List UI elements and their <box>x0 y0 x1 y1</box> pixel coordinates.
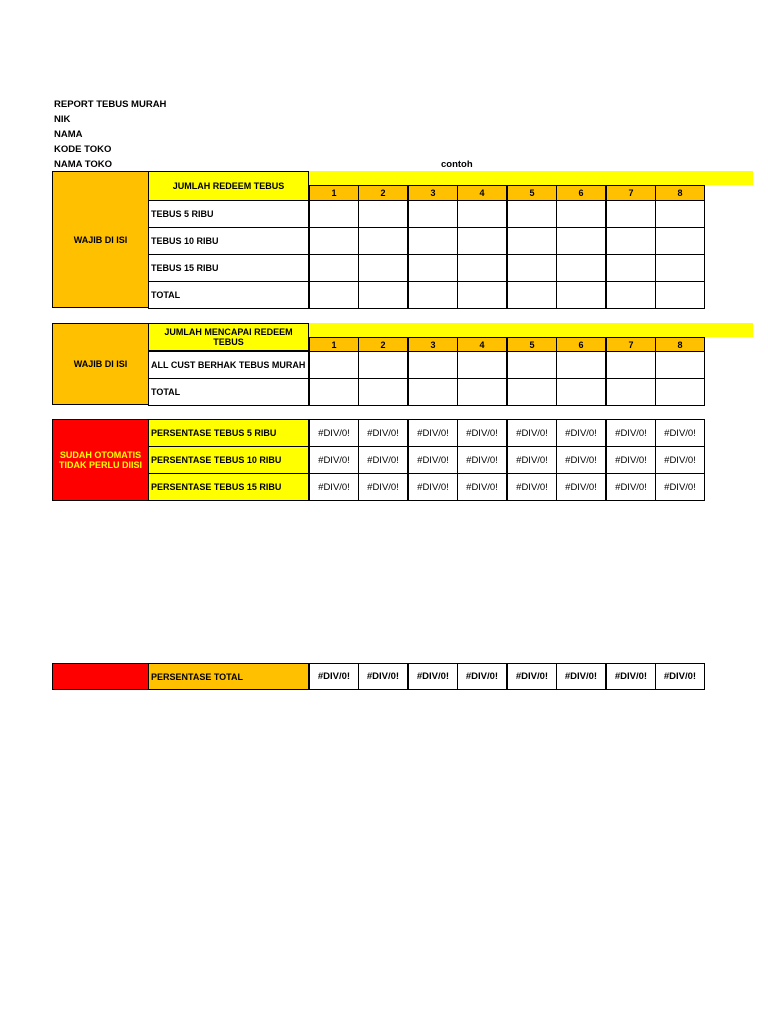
percentage-value: #DIV/0! <box>655 446 705 474</box>
percentage-value: #DIV/0! <box>457 446 507 474</box>
percentage-value: #DIV/0! <box>309 446 359 474</box>
input-cell[interactable] <box>408 281 458 309</box>
total-percentage-value: #DIV/0! <box>457 663 507 690</box>
percentage-row-label: PERSENTASE TEBUS 5 RIBU <box>148 419 309 447</box>
input-cell[interactable] <box>408 227 458 255</box>
total-percentage-value: #DIV/0! <box>309 663 359 690</box>
percentage-value: #DIV/0! <box>556 419 606 447</box>
percentage-value: #DIV/0! <box>606 473 656 501</box>
total-percentage-value: #DIV/0! <box>655 663 705 690</box>
percentage-value: #DIV/0! <box>556 446 606 474</box>
row-label: ALL CUST BERHAK TEBUS MURAH <box>148 351 309 379</box>
input-cell[interactable] <box>457 227 507 255</box>
percentage-value: #DIV/0! <box>309 473 359 501</box>
column-number-header: 7 <box>606 185 656 201</box>
total-percentage-value: #DIV/0! <box>507 663 557 690</box>
column-number-header: 5 <box>507 185 557 201</box>
yellow-strip <box>309 323 753 337</box>
percentage-value: #DIV/0! <box>408 446 458 474</box>
input-cell[interactable] <box>556 200 606 228</box>
percentage-value: #DIV/0! <box>358 473 408 501</box>
percentage-row-label: PERSENTASE TEBUS 15 RIBU <box>148 473 309 501</box>
column-number-header: 3 <box>408 337 458 352</box>
input-cell[interactable] <box>556 281 606 309</box>
input-cell[interactable] <box>556 227 606 255</box>
input-cell[interactable] <box>507 200 557 228</box>
input-cell[interactable] <box>606 351 656 379</box>
percentage-value: #DIV/0! <box>507 473 557 501</box>
input-cell[interactable] <box>655 378 705 406</box>
input-cell[interactable] <box>507 378 557 406</box>
input-cell[interactable] <box>655 254 705 282</box>
column-number-header: 6 <box>556 185 606 201</box>
yellow-strip <box>309 171 753 185</box>
input-cell[interactable] <box>507 281 557 309</box>
input-cell[interactable] <box>457 378 507 406</box>
percentage-value: #DIV/0! <box>606 419 656 447</box>
total-percentage-value: #DIV/0! <box>358 663 408 690</box>
column-number-header: 5 <box>507 337 557 352</box>
table4-label: PERSENTASE TOTAL <box>148 663 309 690</box>
input-cell[interactable] <box>507 254 557 282</box>
input-cell[interactable] <box>408 378 458 406</box>
input-cell[interactable] <box>408 254 458 282</box>
row-label: TOTAL <box>148 281 309 309</box>
input-cell[interactable] <box>358 281 408 309</box>
percentage-value: #DIV/0! <box>556 473 606 501</box>
percentage-value: #DIV/0! <box>507 419 557 447</box>
column-number-header: 8 <box>655 185 705 201</box>
table2-side-label: WAJIB DI ISI <box>52 323 149 405</box>
nik-label: NIK <box>54 114 71 125</box>
percentage-value: #DIV/0! <box>408 473 458 501</box>
input-cell[interactable] <box>606 281 656 309</box>
input-cell[interactable] <box>309 254 359 282</box>
column-number-header: 1 <box>309 337 359 352</box>
input-cell[interactable] <box>556 378 606 406</box>
total-percentage-value: #DIV/0! <box>408 663 458 690</box>
nama-toko-label: NAMA TOKO <box>54 159 113 170</box>
percentage-value: #DIV/0! <box>655 419 705 447</box>
column-number-header: 3 <box>408 185 458 201</box>
column-number-header: 1 <box>309 185 359 201</box>
percentage-value: #DIV/0! <box>655 473 705 501</box>
column-number-header: 6 <box>556 337 606 352</box>
input-cell[interactable] <box>309 227 359 255</box>
input-cell[interactable] <box>309 281 359 309</box>
example-label: contoh <box>441 159 473 170</box>
input-cell[interactable] <box>655 200 705 228</box>
percentage-value: #DIV/0! <box>606 446 656 474</box>
input-cell[interactable] <box>358 227 408 255</box>
column-number-header: 2 <box>358 337 408 352</box>
table1-side-label: WAJIB DI ISI <box>52 171 149 308</box>
input-cell[interactable] <box>309 200 359 228</box>
row-label: TOTAL <box>148 378 309 406</box>
percentage-value: #DIV/0! <box>507 446 557 474</box>
input-cell[interactable] <box>606 200 656 228</box>
input-cell[interactable] <box>309 378 359 406</box>
input-cell[interactable] <box>408 200 458 228</box>
input-cell[interactable] <box>556 351 606 379</box>
input-cell[interactable] <box>457 200 507 228</box>
table4-side-block <box>52 663 149 690</box>
total-percentage-value: #DIV/0! <box>556 663 606 690</box>
column-number-header: 4 <box>457 337 507 352</box>
table3-side-label: SUDAH OTOMATIS TIDAK PERLU DIISI <box>52 419 149 501</box>
percentage-value: #DIV/0! <box>408 419 458 447</box>
percentage-row-label: PERSENTASE TEBUS 10 RIBU <box>148 446 309 474</box>
input-cell[interactable] <box>606 378 656 406</box>
column-number-header: 7 <box>606 337 656 352</box>
input-cell[interactable] <box>556 254 606 282</box>
percentage-value: #DIV/0! <box>358 419 408 447</box>
input-cell[interactable] <box>309 351 359 379</box>
input-cell[interactable] <box>655 281 705 309</box>
input-cell[interactable] <box>457 351 507 379</box>
column-number-header: 4 <box>457 185 507 201</box>
input-cell[interactable] <box>408 351 458 379</box>
column-number-header: 8 <box>655 337 705 352</box>
input-cell[interactable] <box>507 227 557 255</box>
input-cell[interactable] <box>457 254 507 282</box>
table2-header: JUMLAH MENCAPAI REDEEM TEBUS <box>148 323 309 351</box>
total-percentage-value: #DIV/0! <box>606 663 656 690</box>
input-cell[interactable] <box>358 378 408 406</box>
table1-header: JUMLAH REDEEM TEBUS <box>148 171 309 201</box>
percentage-value: #DIV/0! <box>309 419 359 447</box>
input-cell[interactable] <box>655 227 705 255</box>
percentage-value: #DIV/0! <box>358 446 408 474</box>
nama-label: NAMA <box>54 129 83 140</box>
input-cell[interactable] <box>358 351 408 379</box>
input-cell[interactable] <box>655 351 705 379</box>
input-cell[interactable] <box>358 200 408 228</box>
row-label: TEBUS 15 RIBU <box>148 254 309 282</box>
column-number-header: 2 <box>358 185 408 201</box>
input-cell[interactable] <box>358 254 408 282</box>
report-title: REPORT TEBUS MURAH <box>54 99 167 110</box>
input-cell[interactable] <box>507 351 557 379</box>
input-cell[interactable] <box>606 227 656 255</box>
percentage-value: #DIV/0! <box>457 473 507 501</box>
input-cell[interactable] <box>457 281 507 309</box>
row-label: TEBUS 5 RIBU <box>148 200 309 228</box>
kode-toko-label: KODE TOKO <box>54 144 112 155</box>
percentage-value: #DIV/0! <box>457 419 507 447</box>
row-label: TEBUS 10 RIBU <box>148 227 309 255</box>
input-cell[interactable] <box>606 254 656 282</box>
